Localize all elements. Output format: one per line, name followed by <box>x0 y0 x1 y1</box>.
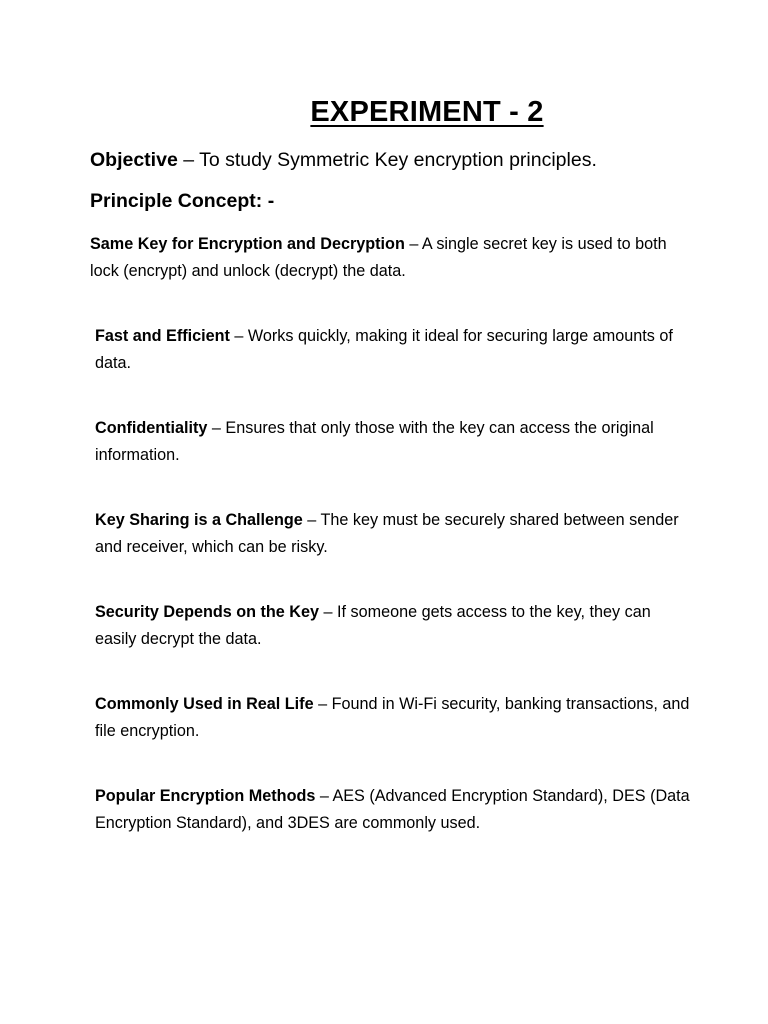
principle-point <box>90 783 690 837</box>
point-term: Key Sharing is a Challenge <box>95 511 303 529</box>
principle-points-list <box>90 231 690 875</box>
principle-point <box>90 691 690 745</box>
point-term: Fast and Efficient <box>95 327 230 345</box>
principle-point <box>90 415 690 469</box>
point-text: – AES (Advanced Encryption Standard), DES (Data Encryption Standard), and 3DES are commonly used. <box>95 787 690 832</box>
page-title: EXPERIMENT - 2 <box>310 96 544 128</box>
point-text: – If someone gets access to the key, they can easily decrypt the data. <box>95 603 651 648</box>
objective-line <box>90 149 730 172</box>
point-text: – Works quickly, making it ideal for securing large amounts of data. <box>95 327 673 372</box>
point-term: Commonly Used in Real Life <box>95 695 314 713</box>
principle-point <box>90 231 690 285</box>
point-term: Popular Encryption Methods <box>95 787 316 805</box>
point-term: Same Key for Encryption and Decryption <box>90 235 405 253</box>
objective-label: Objective <box>90 149 178 171</box>
principle-point <box>90 507 690 561</box>
point-text: – Found in Wi-Fi security, banking transactions, and file encryption. <box>95 695 690 740</box>
point-text: – A single secret key is used to both lock (encrypt) and unlock (decrypt) the data. <box>90 235 667 280</box>
point-text: – Ensures that only those with the key can access the original information. <box>95 419 654 464</box>
principle-point <box>90 599 690 653</box>
principle-point <box>90 323 690 377</box>
principle-heading: Principle Concept: - <box>90 190 275 212</box>
point-text: – The key must be securely shared between sender and receiver, which can be risky. <box>95 511 679 556</box>
point-term: Security Depends on the Key <box>95 603 319 621</box>
objective-text: – To study Symmetric Key encryption principles. <box>177 149 597 171</box>
point-term: Confidentiality <box>95 419 208 437</box>
